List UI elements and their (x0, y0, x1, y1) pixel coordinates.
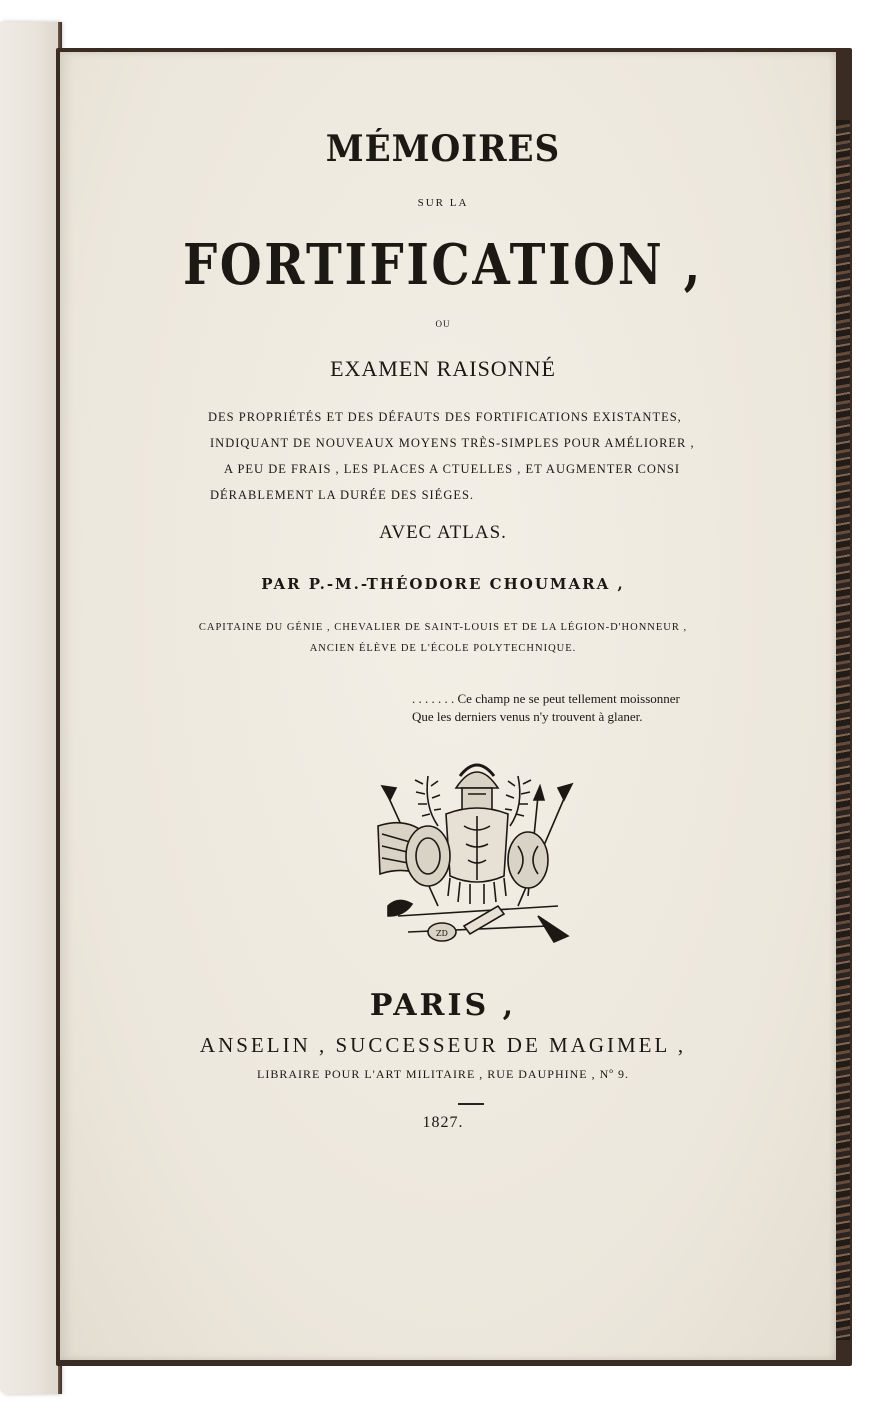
description-block (208, 404, 748, 508)
author-credit-1: CAPITAINE DU GÉNIE , CHEVALIER DE SAINT-LOUIS ET DE LA LÉGION-D'HONNEUR , (198, 622, 688, 633)
title-main: MÉMOIRES (325, 128, 561, 170)
epigraph-line-2: Que les derniers venus n'y trouvent à glaner. (412, 709, 643, 724)
epigraph (412, 690, 680, 726)
svg-text:ZD: ZD (436, 929, 448, 938)
marbled-edge (836, 120, 850, 1340)
title-ou: OU (435, 319, 451, 329)
subtitle: EXAMEN RAISONNÉ (330, 356, 556, 381)
title-sur-la: SUR LA (417, 197, 469, 209)
atlas-note: AVEC ATLAS. (379, 522, 507, 543)
book-back-cover (0, 22, 60, 1394)
publisher: ANSELIN , SUCCESSEUR DE MAGIMEL , (199, 1033, 687, 1057)
divider-rule (458, 1103, 484, 1105)
author-line: PAR P.-M.-THÉODORE CHOUMARA , (261, 575, 625, 593)
description-line: A PEU DE FRAIS , LES PLACES A CTUELLES , ET AUGMENTER CONSI (224, 462, 681, 476)
title-subject: FORTIFICATION , (182, 232, 704, 298)
trophy-of-arms-vignette-icon (368, 756, 586, 948)
description-line: DES PROPRIÉTÉS ET DES DÉFAUTS DES FORTIFICATIONS EXISTANTES, (208, 410, 682, 424)
author-credit-2: ANCIEN ÉLÈVE DE L'ÉCOLE POLYTECHNIQUE. (309, 643, 577, 654)
publisher-address: LIBRAIRE POUR L'ART MILITAIRE , RUE DAUPHINE , Nº 9. (257, 1067, 629, 1081)
publication-year: 1827. (422, 1114, 464, 1131)
description-line: DÉRABLEMENT LA DURÉE DES SIÉGES. (210, 488, 475, 502)
description-line: INDIQUANT DE NOUVEAUX MOYENS TRÈS-SIMPLES POUR AMÉLIORER , (210, 436, 695, 450)
epigraph-line-1: . . . . . . . Ce champ ne se peut tellement moissonner (412, 691, 680, 706)
city: PARIS , (369, 988, 517, 1023)
